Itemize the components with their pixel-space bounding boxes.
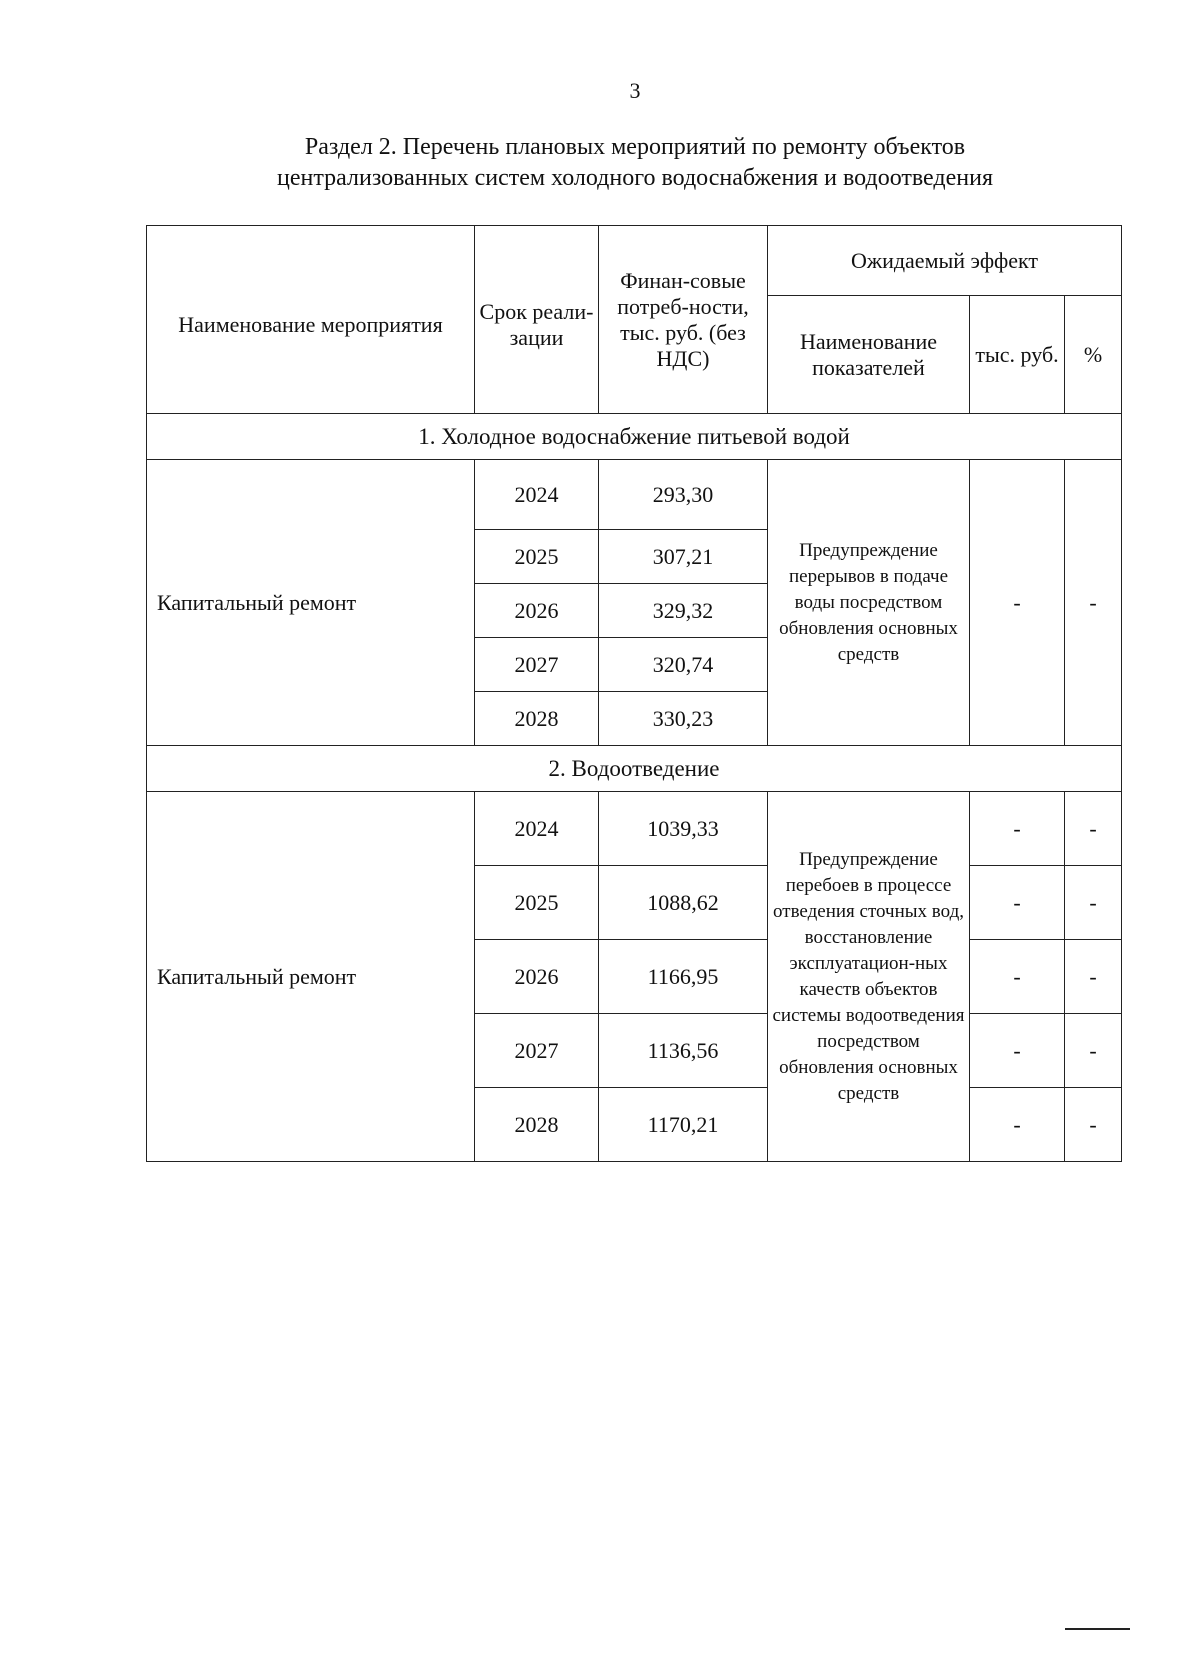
s2-percent: - [1065,1014,1122,1088]
header-percent: % [1065,296,1122,414]
section-2-measure: Капитальный ремонт [147,792,475,1162]
header-name: Наименование мероприятия [147,226,475,414]
header-term: Срок реали-зации [475,226,599,414]
section-title [145,132,1125,194]
s2-year: 2028 [475,1088,599,1162]
header-thousand-rub: тыс. руб. [970,296,1065,414]
s2-amount: 1166,95 [599,940,768,1014]
footer-rule [1065,1628,1130,1630]
title-line-1: Раздел 2. Перечень плановых мероприятий по ремонту объектов [304,134,966,160]
s1-year: 2028 [475,692,599,746]
section-1-percent: - [1065,460,1122,746]
page-number: 3 [629,78,641,103]
s2-percent: - [1065,940,1122,1014]
s1-year: 2025 [475,530,599,584]
s1-amount: 330,23 [599,692,768,746]
header-finance: Финан-совые потреб-ности, тыс. руб. (без НДС) [599,226,768,414]
s2-amount: 1039,33 [599,792,768,866]
section-2-effect: Предупреждение перебоев в процессе отведения сточных вод, восстановление эксплуатацион-ных качеств объектов системы водоотведения посредством обновления основных средств [768,792,970,1162]
s2-percent: - [1065,866,1122,940]
s2-percent: - [1065,1088,1122,1162]
title-line-2: централизованных систем холодного водоснабжения и водоотведения [277,165,993,191]
s2-thousand-rub: - [970,866,1065,940]
s2-year: 2026 [475,940,599,1014]
s1-amount: 329,32 [599,584,768,638]
section-2-title: 2. Водоотведение [147,746,1122,792]
s2-year: 2024 [475,792,599,866]
s2-thousand-rub: - [970,940,1065,1014]
s1-year: 2027 [475,638,599,692]
section-1-title: 1. Холодное водоснабжение питьевой водой [147,414,1122,460]
header-indicator-name: Наименование показателей [768,296,970,414]
s2-amount: 1170,21 [599,1088,768,1162]
header-effect: Ожидаемый эффект [768,226,1122,296]
s2-amount: 1136,56 [599,1014,768,1088]
s2-amount: 1088,62 [599,866,768,940]
section-1-effect: Предупреждение перерывов в подаче воды посредством обновления основных средств [768,460,970,746]
measures-table [146,225,1122,1162]
s2-year: 2027 [475,1014,599,1088]
s2-year: 2025 [475,866,599,940]
s1-year: 2026 [475,584,599,638]
section-1-measure: Капитальный ремонт [147,460,475,746]
s2-thousand-rub: - [970,792,1065,866]
s1-year: 2024 [475,460,599,530]
s2-thousand-rub: - [970,1088,1065,1162]
s2-thousand-rub: - [970,1014,1065,1088]
s1-amount: 293,30 [599,460,768,530]
s2-percent: - [1065,792,1122,866]
section-1-thousand-rub: - [970,460,1065,746]
s1-amount: 320,74 [599,638,768,692]
s1-amount: 307,21 [599,530,768,584]
